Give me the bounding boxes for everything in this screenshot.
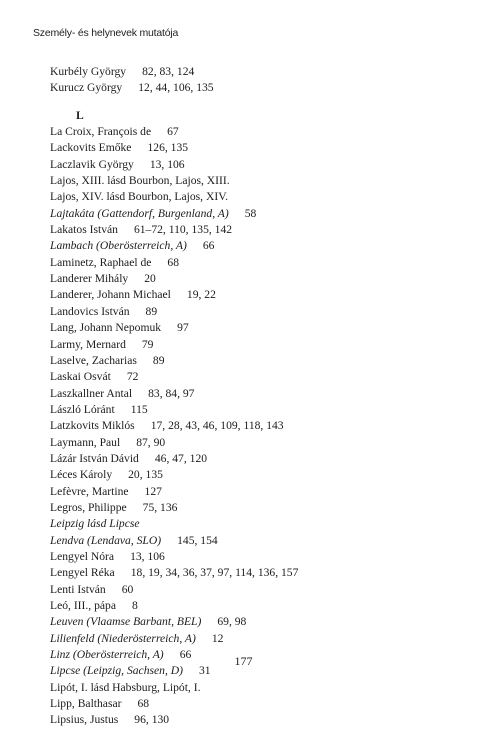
entry-pages: 18, 19, 34, 36, 37, 97, 114, 136, 157	[130, 566, 299, 580]
entry-name: Lendva (Lendava, SLO)	[50, 533, 162, 547]
entry-name: Lenti István	[50, 582, 106, 596]
entry-name: Lengyel Réka	[50, 566, 115, 580]
entry-name: Leuven (Vlaamse Barbant, BEL)	[50, 615, 202, 629]
entry-pages: 66	[179, 648, 192, 662]
index-entry	[50, 337, 298, 353]
running-header: Személy- és helynevek mutatója	[33, 27, 179, 39]
entry-pages: 96, 130	[134, 713, 170, 727]
entry-pages: 126, 135	[147, 141, 189, 155]
entry-pages: 19, 22	[186, 288, 216, 302]
index-entry	[50, 402, 298, 418]
entry-name: Lengyel Nóra	[50, 549, 115, 563]
entry-name: Leó, III., pápa	[50, 599, 116, 612]
entry-pages: 75, 136	[142, 500, 178, 514]
entry-name: Landerer, Johann Michael	[50, 288, 171, 302]
entry-pages: 8	[132, 599, 138, 612]
index-entry	[50, 157, 298, 173]
entry-name: Landovics István	[50, 304, 130, 318]
entry-name: Laymann, Paul	[50, 435, 121, 449]
entry-pages: 60	[121, 582, 134, 596]
entry-name: Lajtakáta (Gattendorf, Burgenland, A)	[50, 206, 229, 220]
entry-name: Laselve, Zacharias	[50, 353, 137, 367]
entry-pages: 79	[141, 337, 154, 351]
entry-name: Laczlavik György	[50, 157, 134, 171]
entry-name: László Lóránt	[50, 402, 115, 416]
index-entry	[50, 271, 298, 287]
entry-pages: 17, 28, 43, 46, 109, 118, 143	[150, 419, 284, 433]
entry-name: Lackovits Emőke	[50, 141, 132, 155]
section-letter: L	[76, 108, 84, 122]
index-entry	[50, 238, 298, 254]
entry-name: Laszkallner Antal	[50, 386, 133, 400]
entry-pages: 127	[144, 484, 162, 498]
index-entry	[50, 320, 298, 336]
entry-pages: 31	[199, 664, 211, 678]
index-entry	[50, 206, 298, 222]
entry-name: Lilienfeld (Niederösterreich, A)	[50, 631, 196, 645]
entry-name: Laskai Osvát	[50, 370, 111, 384]
entry-pages: 115	[130, 402, 148, 416]
entry-pages: 89	[152, 353, 165, 367]
entry-name: Lipcse (Leipzig, Sachsen, D)	[50, 664, 183, 678]
entry-pages: 46, 47, 120	[154, 451, 208, 465]
entry-pages: 145, 154	[177, 533, 218, 547]
entry-pages: 61–72, 110, 135, 142	[133, 223, 233, 237]
entry-pages: 69, 98	[217, 615, 247, 629]
index-entry	[50, 369, 298, 385]
index-entry	[50, 418, 298, 434]
index-entry	[50, 712, 298, 728]
entry-pages: 87, 90	[136, 435, 166, 449]
entry-name: Lajos, XIII. lásd Bourbon, Lajos, XIII.	[50, 174, 230, 188]
index-entry	[50, 140, 298, 156]
entry-pages: 13, 106	[130, 549, 165, 563]
entry-name: Lefèvre, Martine	[50, 484, 129, 498]
index-entry	[50, 533, 298, 549]
entry-pages: 89	[145, 304, 158, 318]
index-entry	[50, 614, 298, 630]
entry-pages: 82, 83, 124	[142, 65, 195, 78]
entry-pages: 72	[126, 370, 139, 384]
entry-name: Larmy, Mernard	[50, 337, 126, 351]
entry-name: Léces Károly	[50, 468, 113, 482]
entry-name: Lambach (Oberösterreich, A)	[50, 239, 187, 253]
entry-name: Lipp, Balthasar	[50, 697, 122, 711]
entry-name: Legros, Philippe	[50, 500, 127, 514]
entry-name: Kurbély György	[50, 65, 127, 78]
entry-pages: 66	[202, 239, 215, 253]
entry-name: Lajos, XIV. lásd Bourbon, Lajos, XIV.	[50, 190, 228, 204]
entry-name: Laminetz, Raphael de	[50, 255, 152, 269]
index-entry	[50, 80, 298, 96]
index-entry	[50, 549, 298, 565]
entry-pages: 20	[144, 272, 156, 286]
index-list	[50, 64, 298, 729]
index-group-k	[50, 64, 298, 97]
entry-pages: 12, 44, 106, 135	[138, 81, 214, 95]
entry-pages: 13, 106	[149, 157, 185, 171]
index-entry	[50, 386, 298, 402]
entry-name: Landerer Mihály	[50, 272, 129, 286]
index-entry	[50, 255, 298, 271]
entry-pages: 68	[167, 255, 179, 269]
index-entry	[50, 287, 298, 303]
index-entry	[50, 222, 298, 238]
index-entry	[50, 451, 298, 467]
entry-pages: 67	[167, 125, 179, 139]
entry-name: Linz (Oberösterreich, A)	[50, 648, 164, 662]
entry-name: Lang, Johann Nepomuk	[50, 321, 162, 335]
entry-name: Leipzig lásd Lipcse	[50, 517, 140, 531]
index-entry	[50, 582, 298, 598]
index-entry	[50, 696, 298, 712]
entry-name: Kurucz György	[50, 81, 123, 95]
index-entry	[50, 435, 298, 451]
index-entry	[50, 173, 298, 189]
index-entry	[50, 500, 298, 516]
entry-name: Lakatos István	[50, 223, 118, 237]
entry-name: Lipót, I. lásd Habsburg, Lipót, I.	[50, 680, 201, 694]
entry-pages: 58	[244, 206, 257, 220]
entry-pages: 68	[137, 697, 150, 711]
entry-name: Lipsius, Justus	[50, 713, 119, 727]
entry-pages: 20, 135	[128, 468, 163, 482]
index-entry	[50, 189, 298, 205]
index-entry	[50, 516, 298, 532]
index-entry	[50, 64, 298, 80]
page-number: 177	[234, 654, 253, 668]
entry-name: Lázár István Dávid	[50, 451, 139, 465]
index-entry	[50, 565, 298, 581]
entry-pages: 97	[177, 321, 189, 335]
entry-pages: 83, 84, 97	[148, 386, 195, 400]
index-entry	[50, 484, 298, 500]
entry-name: Latzkovits Miklós	[50, 419, 135, 433]
index-entry	[50, 124, 298, 140]
index-entry	[50, 353, 298, 369]
index-entry	[50, 598, 298, 614]
index-entry	[50, 631, 298, 647]
index-entry	[50, 304, 298, 320]
section-spacer	[50, 97, 298, 108]
entry-name: La Croix, François de	[50, 125, 152, 139]
index-entry	[50, 467, 298, 483]
index-group-l	[50, 124, 298, 729]
entry-pages: 12	[211, 631, 224, 645]
